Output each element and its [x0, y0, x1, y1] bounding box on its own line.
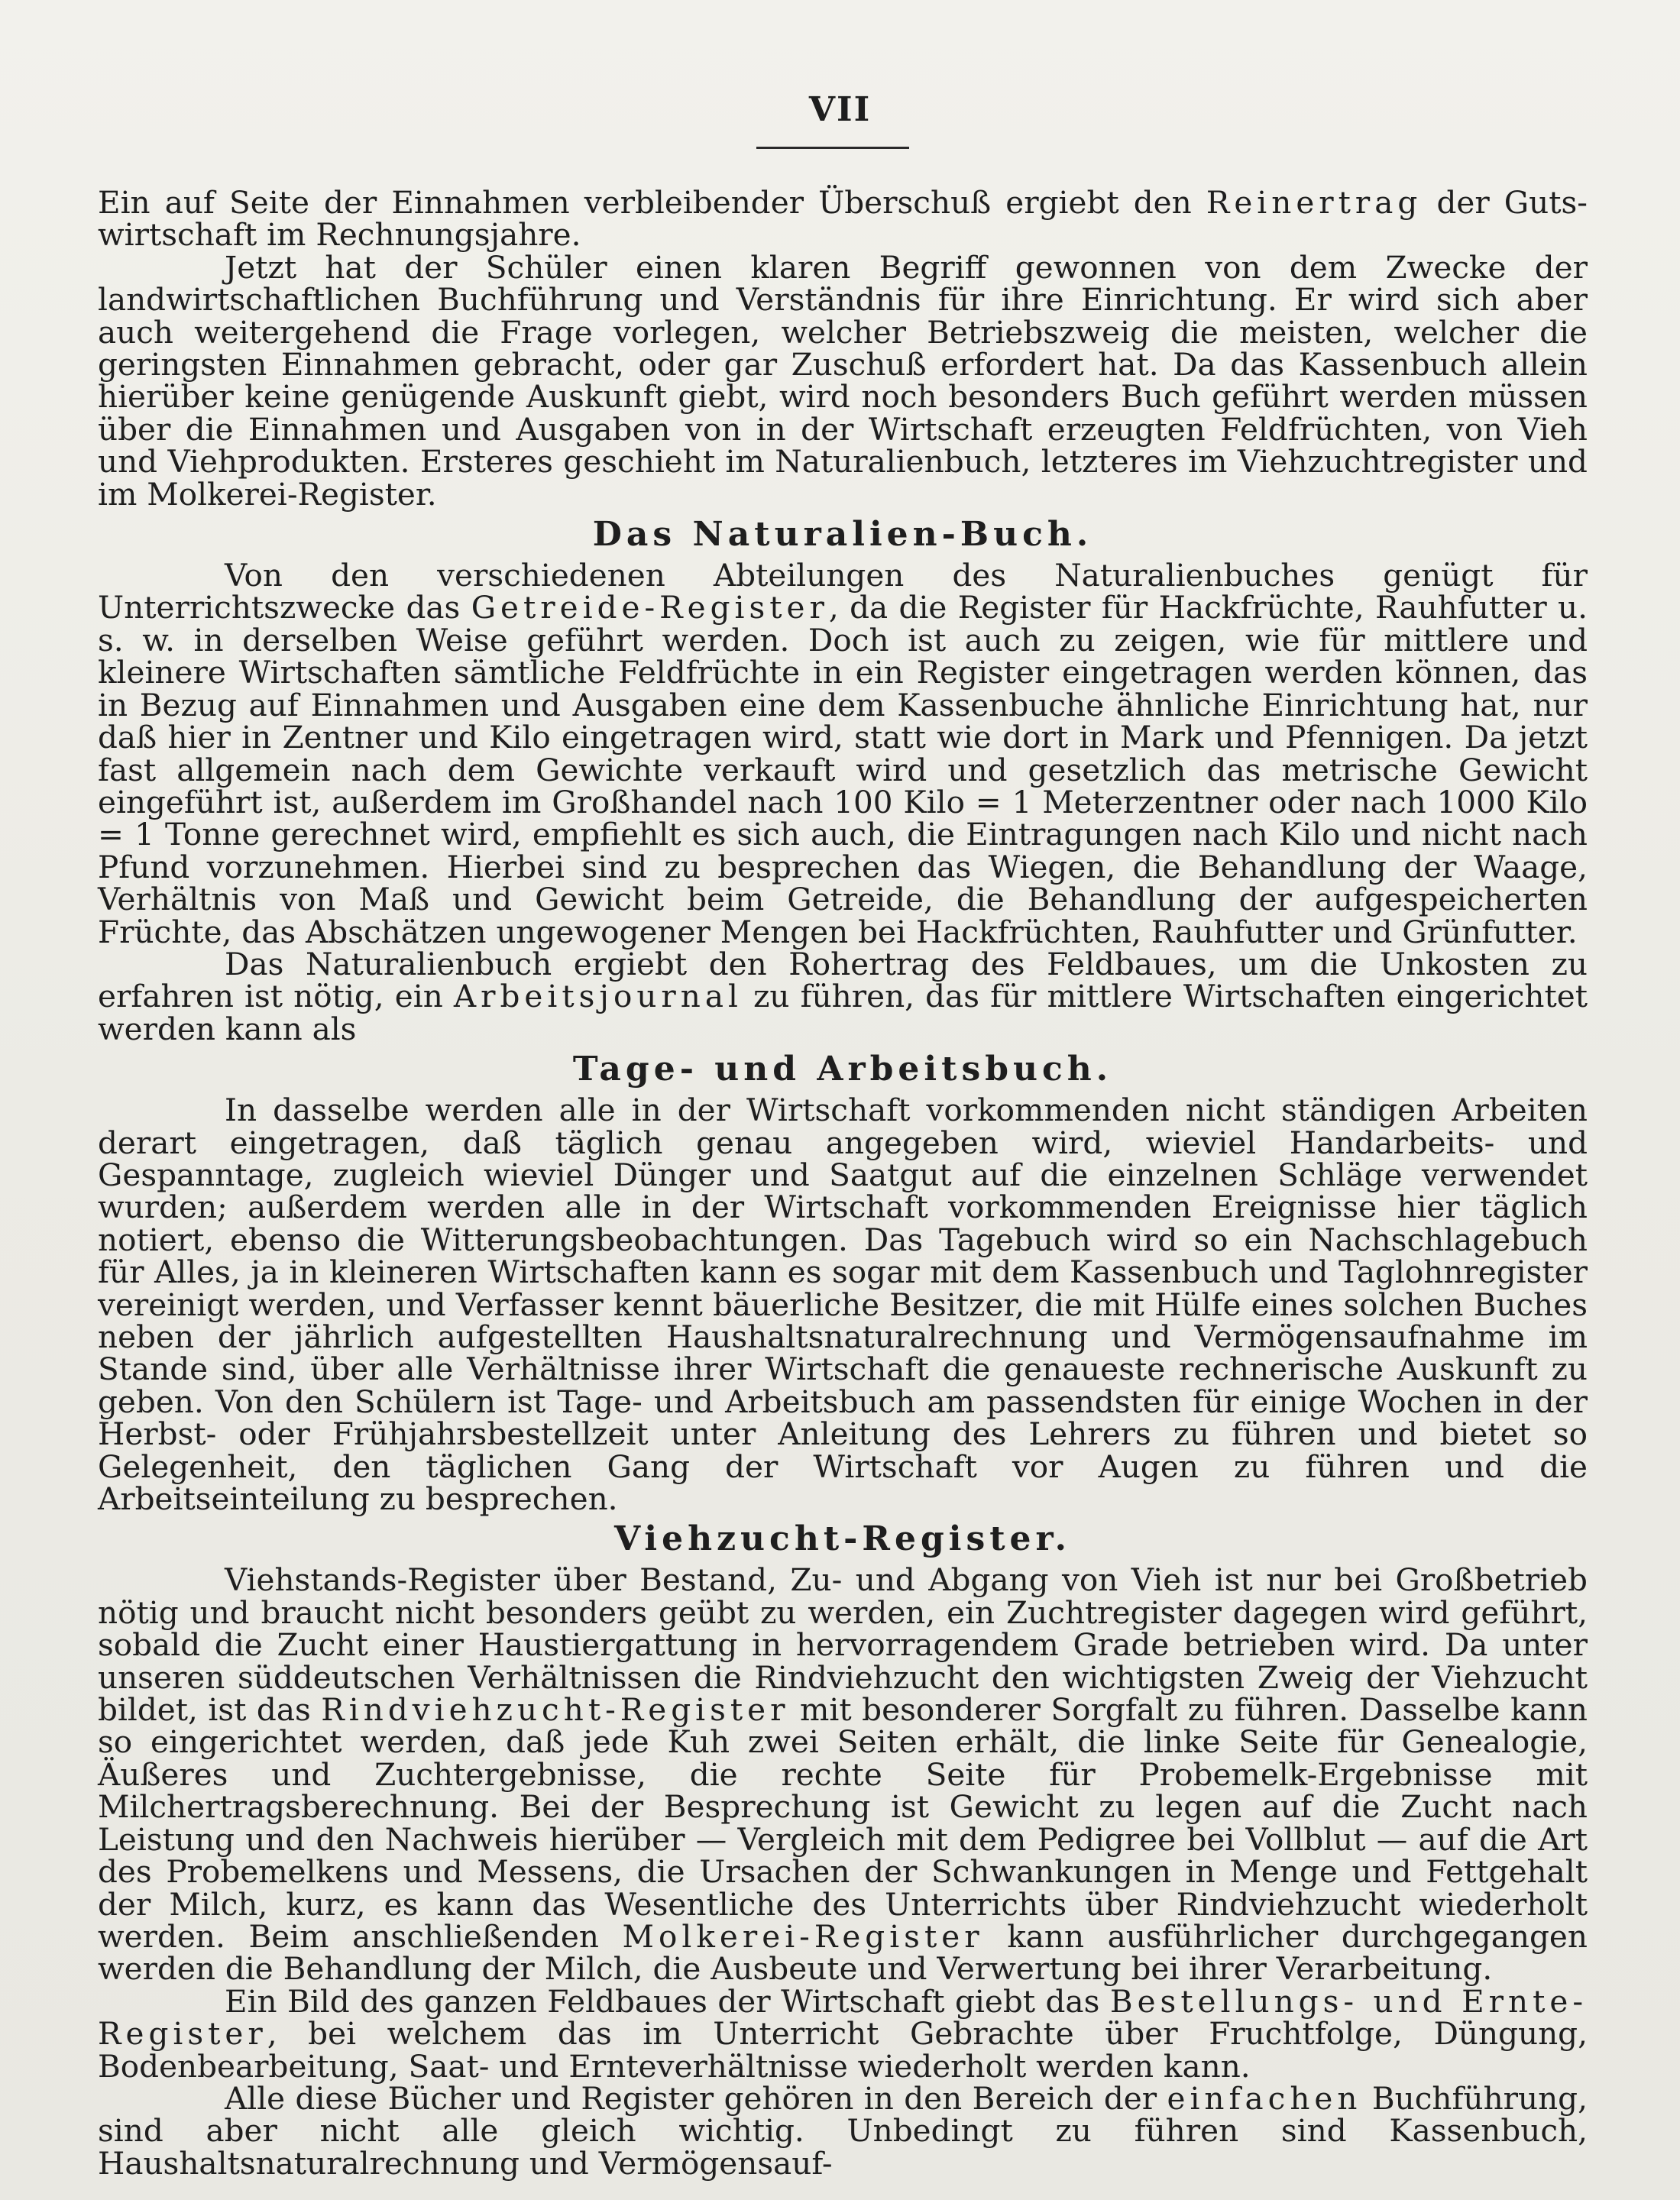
spaced-term: Molkerei-Register	[622, 1917, 984, 1955]
page-header	[0, 90, 1680, 129]
paragraph	[98, 248, 1588, 513]
text-run: zu führen, das für mittlere Wirtschaften eingerichtet werden kann als	[98, 978, 1588, 1047]
paragraph	[98, 2079, 1588, 2182]
page-number: VII	[808, 90, 872, 129]
spaced-term: Bestellungs- und Ernte-Register	[98, 1982, 1588, 2053]
paragraph	[98, 1561, 1588, 1988]
text-run: Von den verschiedenen Abteilungen des Naturalienbuches genügt für Unterrichtszwecke das	[98, 557, 1588, 626]
text-run: Ein auf Seite der Einnahmen verbleibender Überschuß ergiebt den	[98, 184, 1206, 221]
paragraph	[98, 1982, 1588, 2085]
text-run: Ein Bild des ganzen Feldbaues der Wirtschaft giebt das	[225, 1982, 1110, 2020]
spaced-term: Arbeitsjournal	[453, 978, 743, 1015]
paragraph	[98, 559, 1588, 948]
text-run: , bei welchem das im Unterricht Gebrachte über Fruchtfolge, Düngung, Bodenbearbeitung, Saat- und Ernteverhältnisse wiederholt werden kann.	[98, 2015, 1588, 2085]
spaced-term: Getreide-Register	[471, 589, 829, 626]
spaced-term: Rindviehzucht-Register	[321, 1691, 790, 1729]
text-run: Alle diese Bücher und Register gehören in den Bereich der	[225, 2079, 1167, 2117]
spaced-term: Reinertrag	[1206, 184, 1423, 221]
section-heading: Das Naturalien-Buch.	[592, 515, 1093, 555]
text-run: Viehstands-Register über Bestand, Zu- und Abgang von Vieh ist nur bei Großbetrieb nötig und braucht nicht besonders geübt zu werden, ein Zuchtregister dagegen wird geführt, sobald die Zucht einer Haustiergattung in hervorragendem Grade betrieben wird. Da unter unseren süddeutschen Verhältnissen die Rindviehzucht den wichtigsten Zweig der Viehzucht bildet, ist das	[98, 1561, 1588, 1729]
text-run: In dasselbe werden alle in der Wirtschaft vorkommenden nicht ständigen Arbeiten derart eingetragen, daß täglich genau angegeben wird, wieviel Handarbeits- und Gespanntage, zugleich wieviel Dünger und Saatgut auf die einzelnen Schläge verwendet wurden; außerdem werden alle in der Wirtschaft vorkommenden Ereignisse hier täglich notiert, ebenso die Witterungsbeobachtungen. Das Tagebuch wird so ein Nachschlagebuch für Alles, ja in kleineren Wirtschaften kann es sogar mit dem Kassenbuch und Taglohnregister vereinigt werden, und Verfasser kennt bäuerliche Besitzer, die mit Hülfe eines solchen Buches neben der jährlich aufgestellten Haushaltsnaturalrechnung und Vermögensaufnahme im Stande sind, über alle Verhältnisse ihrer Wirtschaft die genaueste rechnerische Auskunft zu geben. Von den Schülern ist Tage- und Arbeitsbuch am passendsten für einige Wochen in der Herbst- oder Frühjahrsbestellzeit unter Anleitung des Lehrers zu führen und bietet so Gelegenheit, den täglichen Gang der Wirtschaft vor Augen zu führen und die Arbeitseinteilung zu besprechen.	[98, 1092, 1588, 1518]
section-heading: Viehzucht-Register.	[614, 1519, 1071, 1559]
paragraph	[98, 184, 1588, 254]
paragraph	[98, 1092, 1588, 1518]
text-run: der Guts-wirtschaft im Rechnungsjahre.	[98, 184, 1588, 254]
text-run: mit besonderer Sorgfalt zu führen. Dasselbe kann so eingerichtet werden, daß jede Kuh zwei Seiten erhält, die linke Seite für Genealogie, Äußeres und Zuchtergebnisse, die rechte Seite für Probemelk-Ergebnisse mit Milchertragsberechnung. Bei der Besprechung ist Gewicht zu legen auf die Zucht nach Leistung und den Nachweis hierüber — Vergleich mit dem Pedigree bei Vollblut — auf die Art des Probemelkens und Messens, die Ursachen der Schwankungen in Menge und Fettgehalt der Milch, kurz, es kann das Wesentliche des Unterrichts über Rindviehzucht wiederholt werden. Beim anschließenden	[98, 1691, 1588, 1955]
section-heading: Tage- und Arbeitsbuch.	[572, 1050, 1113, 1089]
text-run: Buchführung, sind aber nicht alle gleich wichtig. Unbedingt zu führen sind Kassenbuch, Haushaltsnaturalrechnung und Vermögensauf-	[98, 2079, 1588, 2182]
text-run: kann ausführlicher durchgegangen werden die Behandlung der Milch, die Ausbeute und Verwertung bei ihrer Verarbeitung.	[98, 1917, 1588, 1988]
header-rule	[756, 147, 909, 149]
paragraph	[98, 945, 1588, 1047]
text-run: , da die Register für Hackfrüchte, Rauhfutter u. s. w. in derselben Weise geführt werden. Doch ist auch zu zeigen, wie für mittlere und kleinere Wirtschaften sämtliche Feldfrüchte in ein Register eingetragen werden können, das in Bezug auf Einnahmen und Ausgaben eine dem Kassenbuche ähnliche Einrichtung hat, nur daß hier in Zentner und Kilo eingetragen wird, statt wie dort in Mark und Pfennigen. Da jetzt fast allgemein nach dem Gewichte verkauft wird und gesetzlich das metrische Gewicht eingeführt ist, außerdem im Großhandel nach 100 Kilo = 1 Meterzentner oder nach 1000 Kilo = 1 Tonne gerechnet wird, empfiehlt es sich auch, die Eintragungen nach Kilo und nicht nach Pfund vorzunehmen. Hierbei sind zu besprechen das Wiegen, die Behandlung der Waage, Verhältnis von Maß und Gewicht beim Getreide, die Behandlung der aufgespeicherten Früchte, das Abschätzen ungewogener Mengen bei Hackfrüchten, Rauhfutter und Grünfutter.	[98, 589, 1588, 950]
spaced-term: einfachen	[1167, 2079, 1362, 2117]
text-run: Jetzt hat der Schüler einen klaren Begriff gewonnen von dem Zwecke der landwirtschaftlichen Buchführung und Verständnis für ihre Einrichtung. Er wird sich aber auch weitergehend die Frage vorlegen, welcher Betriebszweig die meisten, welcher die geringsten Einnahmen gebracht, oder gar Zuschuß erfordert hat. Da das Kassenbuch allein hierüber keine genügende Auskunft giebt, wird noch besonders Buch geführt werden müssen über die Einnahmen und Ausgaben von in der Wirtschaft erzeugten Feldfrüchten, von Vieh und Viehprodukten. Ersteres geschieht im Naturalienbuch, letzteres im Viehzuchtregister und im Molkerei-Register.	[98, 248, 1588, 513]
text-run: Das Naturalienbuch ergiebt den Rohertrag des Feldbaues, um die Unkosten zu erfahren ist nötig, ein	[98, 945, 1588, 1015]
body-text	[98, 184, 1588, 2182]
